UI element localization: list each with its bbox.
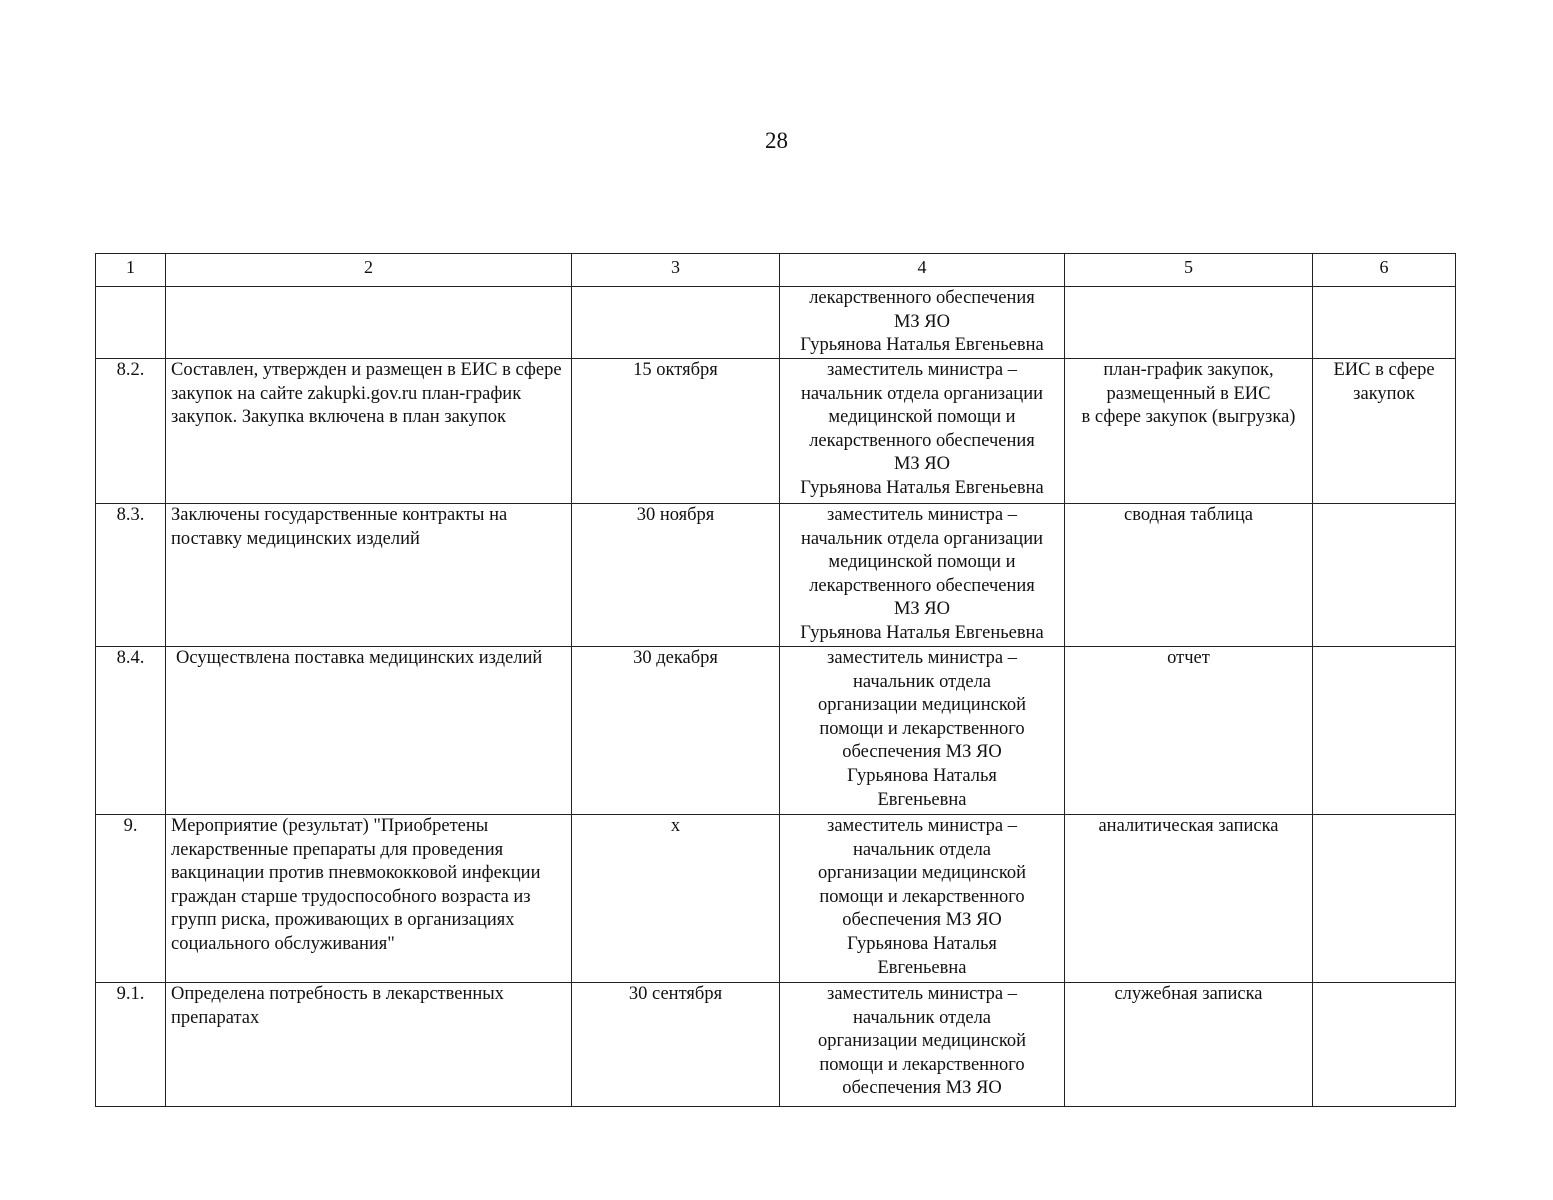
row-description: Составлен, утвержден и размещен в ЕИС в сфере закупок на сайте zakupki.gov.ru план-график закупок. Закупка включена в план закупок <box>166 359 572 504</box>
column-number-row <box>96 254 1456 287</box>
row-number: 8.3. <box>96 504 166 647</box>
page-number: 28 <box>765 128 788 153</box>
row-number: 9.1. <box>96 983 166 1107</box>
row-responsible: заместитель министра – начальник отдела организации медицинской помощи и лекарственного обеспечения МЗ ЯО Гурьянова Наталья Евгеньевна <box>780 359 1065 504</box>
row-responsible: лекарственного обеспечения МЗ ЯО Гурьянова Наталья Евгеньевна <box>780 287 1065 359</box>
row-system: ЕИС в сфере закупок <box>1313 359 1456 504</box>
row-number: 8.4. <box>96 647 166 815</box>
row-document: сводная таблица <box>1065 504 1313 647</box>
table-row <box>96 287 1456 359</box>
row-deadline <box>572 287 780 359</box>
row-system <box>1313 647 1456 815</box>
column-number: 5 <box>1065 254 1313 287</box>
row-system <box>1313 504 1456 647</box>
row-document: план-график закупок, размещенный в ЕИС в сфере закупок (выгрузка) <box>1065 359 1313 504</box>
row-description: Заключены государственные контракты на поставку медицинских изделий <box>166 504 572 647</box>
row-number: 8.2. <box>96 359 166 504</box>
row-system <box>1313 815 1456 983</box>
row-number: 9. <box>96 815 166 983</box>
row-deadline: х <box>572 815 780 983</box>
table-row <box>96 983 1456 1107</box>
row-system <box>1313 287 1456 359</box>
activity-table <box>95 253 1456 1107</box>
table-row <box>96 647 1456 815</box>
row-document: отчет <box>1065 647 1313 815</box>
row-responsible: заместитель министра – начальник отдела организации медицинской помощи и лекарственного обеспечения МЗ ЯО <box>780 983 1065 1107</box>
column-number: 1 <box>96 254 166 287</box>
column-number: 4 <box>780 254 1065 287</box>
table-row <box>96 359 1456 504</box>
row-responsible: заместитель министра – начальник отдела организации медицинской помощи и лекарственного обеспечения МЗ ЯО Гурьянова Наталья Евгеньевна <box>780 815 1065 983</box>
row-document <box>1065 287 1313 359</box>
row-deadline: 30 сентября <box>572 983 780 1107</box>
column-number: 3 <box>572 254 780 287</box>
row-deadline: 30 декабря <box>572 647 780 815</box>
row-system <box>1313 983 1456 1107</box>
row-document: служебная записка <box>1065 983 1313 1107</box>
row-document: аналитическая записка <box>1065 815 1313 983</box>
table-row <box>96 504 1456 647</box>
row-description <box>166 287 572 359</box>
column-number: 6 <box>1313 254 1456 287</box>
row-deadline: 15 октября <box>572 359 780 504</box>
column-number: 2 <box>166 254 572 287</box>
row-responsible: заместитель министра – начальник отдела организации медицинской помощи и лекарственного обеспечения МЗ ЯО Гурьянова Наталья Евгеньевна <box>780 504 1065 647</box>
row-number <box>96 287 166 359</box>
row-responsible: заместитель министра – начальник отдела организации медицинской помощи и лекарственного обеспечения МЗ ЯО Гурьянова Наталья Евгеньевна <box>780 647 1065 815</box>
row-description: Осуществлена поставка медицинских изделий <box>166 647 572 815</box>
table-row <box>96 815 1456 983</box>
row-deadline: 30 ноября <box>572 504 780 647</box>
row-description: Определена потребность в лекарственных препаратах <box>166 983 572 1107</box>
row-description: Мероприятие (результат) "Приобретены лекарственные препараты для проведения вакцинации против пневмококковой инфекции граждан старше трудоспособного возраста из групп риска, проживающих в организациях социального обслуживания" <box>166 815 572 983</box>
